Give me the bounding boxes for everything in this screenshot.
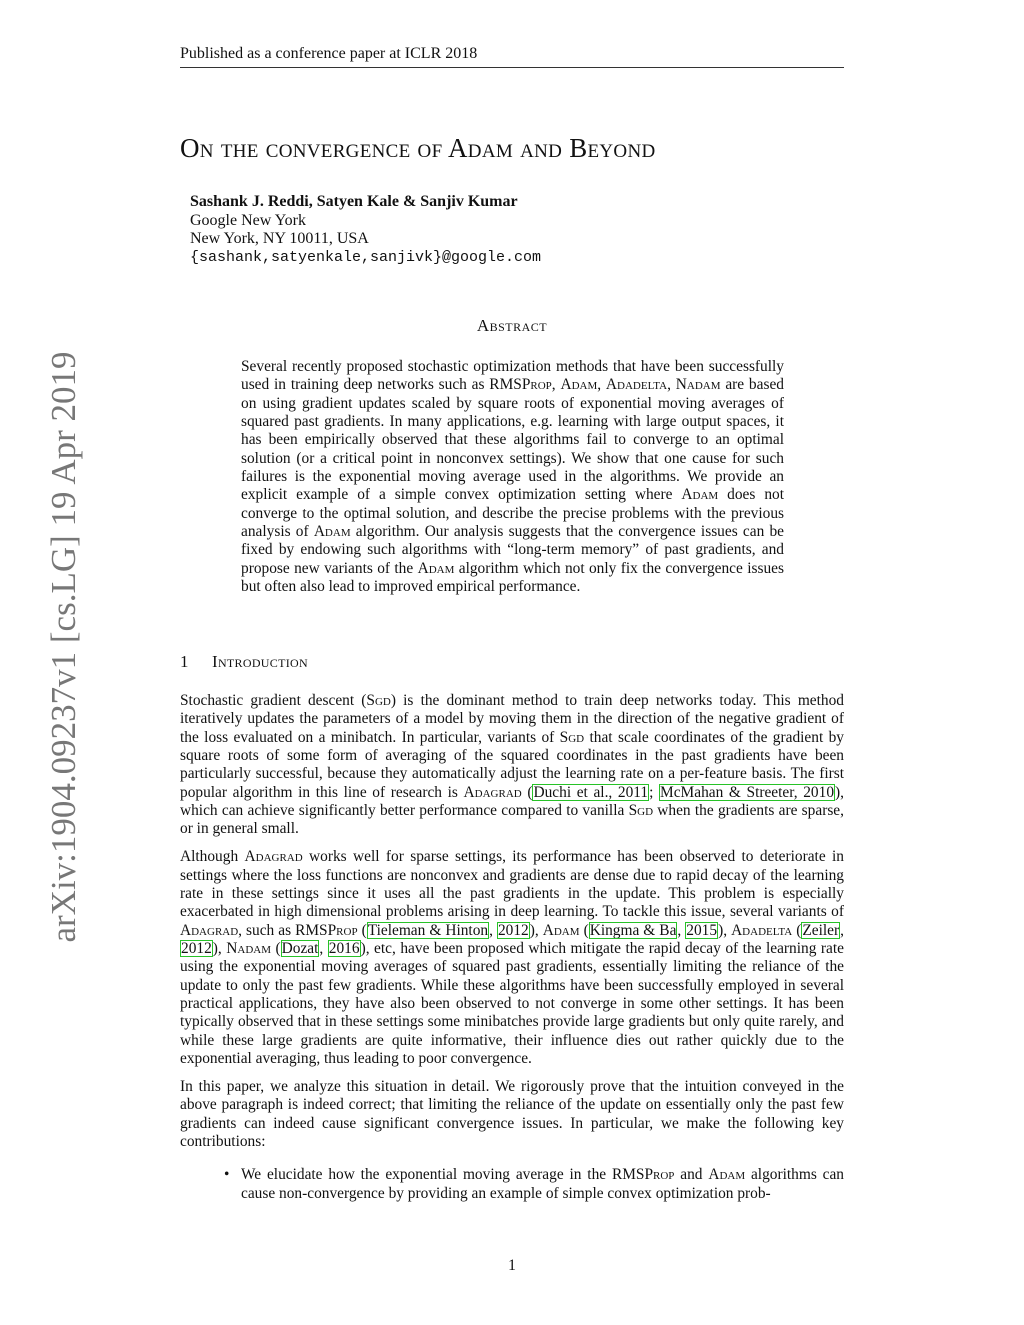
citation-link[interactable]: Duchi et al., 2011 <box>533 783 649 801</box>
citation-link[interactable]: 2012 <box>181 939 212 957</box>
section-heading-introduction <box>180 652 844 672</box>
abstract-text <box>241 358 784 596</box>
section-number: 1 <box>180 652 189 671</box>
text-span: Adam <box>708 1166 746 1184</box>
text-span: and <box>674 1166 709 1184</box>
text-span: ( <box>579 921 589 939</box>
text-span: ; <box>649 783 660 801</box>
paragraph-3: In this paper, we analyze this situation in detail. We rigorously prove that the intuition conveyed in the above paragraph is indeed correct; that limiting the reliance of the update on essentially only the past few gradients can indeed cause significant convergence issues. In particular, we make the following key contributions: <box>180 1077 844 1150</box>
text-span: ( <box>357 921 367 939</box>
text-span: ), <box>718 921 732 939</box>
text-span: Although <box>180 848 245 866</box>
abstract-span: Adam <box>681 486 719 504</box>
author-block <box>190 193 790 267</box>
text-span: Sgd <box>559 728 585 746</box>
contributions-list <box>180 1166 844 1203</box>
citation-link[interactable]: Zeiler <box>802 921 840 939</box>
text-span: , <box>840 921 844 939</box>
citation-link[interactable]: Tieleman & Hinton <box>367 921 489 939</box>
text-span: ) is the dominant method to train deep networks today. This method iteratively updates the parameters of a model by moving them in the direction of the negative gradient of the loss evaluated on a minibatch. In particular, variants of <box>180 692 844 746</box>
text-span: Sgd <box>366 692 391 709</box>
text-span: Adadelta <box>731 921 793 939</box>
text-span: Prop <box>644 1166 675 1184</box>
text-span: Adagrad <box>180 921 239 939</box>
citation-link[interactable]: Dozat <box>281 939 319 957</box>
text-span: , such as RMS <box>238 921 328 939</box>
abstract-span: are based on using gradient updates scaled by square roots of exponential moving averages of squared past gradients. In many applications, e.g. learning with large output spaces, it has been empirically observed that these algorithms fail to converge to an optimal solution (or a critical point in nonconvex settings). We show that one cause for such failures is the exponential moving average used in the algorithms. We provide an explicit example of a simple convex optimization setting where <box>241 376 784 504</box>
text-span: when the gradients are sparse, or in general small. <box>180 802 844 838</box>
text-span: works well for sparse settings, its performance has been observed to deteriorate in settings where the loss functions are nonconvex and gradients are dense due to rapid decay of the learning rate in these settings since it uses all the past gradients in the update. This problem is especially exacerbated in high dimensional problems arising in deep learning. To tackle this issue, several variants of <box>180 848 844 921</box>
author-address: New York, NY 10011, USA <box>190 230 369 247</box>
abstract-heading: Abstract <box>476 316 548 335</box>
bullet-marker: • <box>224 1166 230 1184</box>
text-span: ), <box>529 921 543 939</box>
abstract-span: algorithm. Our analysis suggests that the convergence issues can be fixed by endowing such algorithms with “long-term memory” of past gradients, and propose new variants of the <box>241 523 784 577</box>
paper-title: On the convergence of Adam and Beyond <box>180 133 656 163</box>
text-span: Adagrad <box>244 848 303 866</box>
abstract-span: Adam <box>417 559 455 577</box>
text-span: , <box>677 921 686 939</box>
author-email[interactable]: {sashank,satyenkale,sanjivk}@google.com <box>190 248 542 266</box>
text-span: ), etc, have been proposed which mitigate the rapid decay of the learning rate using the exponential moving averages of squared past gradients, essentially limiting the reliance of the update to only the past few gradients. While these algorithms have been successfully employed in several practical applications, they have also been observed to not converge in some other settings. It has been typically observed that in these settings some minibatches provide large gradients but only quite rarely, and while these large gradients are quite informative, their influence dies out rather quickly due to the exponential averaging, thus leading to poor convergence. <box>180 939 844 1068</box>
text-span: algorithms can cause non-convergence by providing an example of simple convex optimization prob- <box>241 1166 845 1202</box>
citation-link[interactable]: Kingma & Ba <box>589 921 677 939</box>
list-item <box>224 1166 845 1203</box>
author-names: Sashank J. Reddi, Satyen Kale & Sanjiv Kumar <box>190 193 518 210</box>
section-title: Introduction <box>212 652 308 671</box>
text-span: Prop <box>327 921 358 939</box>
introduction-body <box>180 692 844 1203</box>
paragraph-2 <box>180 848 844 1068</box>
text-span: ), <box>212 939 227 957</box>
citation-link[interactable]: 2016 <box>328 939 360 957</box>
citation-link[interactable]: 2015 <box>686 921 718 939</box>
text-span: Adam <box>542 921 580 939</box>
venue-header: Published as a conference paper at ICLR 2018 <box>180 44 844 68</box>
text-span: Stochastic gradient descent ( <box>180 692 367 709</box>
abstract-span: , <box>597 376 606 394</box>
page-number: 1 <box>508 1257 516 1274</box>
citation-link[interactable]: McMahan & Streeter, 2010 <box>660 783 835 801</box>
abstract-span: Adam <box>313 523 351 541</box>
abstract-span: Nadam <box>675 376 721 394</box>
text-span: Sgd <box>628 802 654 820</box>
abstract-span: does not converge to the optimal solution, and describe the precise problems with the previous analysis of <box>241 486 784 541</box>
abstract-span: algorithm which not only fix the convergence issues but often also lead to improved empirical performance. <box>241 559 784 596</box>
arxiv-identifier[interactable]: arXiv:1904.09237v1 [cs.LG] 19 Apr 2019 <box>44 351 83 943</box>
text-span: Adagrad <box>463 783 522 801</box>
text-span: We elucidate how the exponential moving average in the RMS <box>241 1166 645 1184</box>
paragraph-1 <box>180 692 844 839</box>
text-span: ( <box>792 921 802 939</box>
abstract-span: Several recently proposed stochastic optimization methods that have been successfully used in training deep networks such as RMS <box>241 358 784 394</box>
abstract-span: , <box>667 376 676 394</box>
text-span: ( <box>271 939 281 957</box>
text-span: Nadam <box>226 939 272 957</box>
text-span: that scale coordinates of the gradient by square roots of some form of averaging of the squared coordinates in the past gradients have been particularly successful, because they automatically adjust the learning rate on a per-feature basis. The first popular algorithm in this line of research is <box>180 728 844 801</box>
text-span: ), which can achieve significantly better performance compared to vanilla <box>180 783 845 820</box>
text-span: ( <box>521 783 533 801</box>
text-span: , <box>489 921 497 939</box>
abstract-span: Prop <box>521 376 552 394</box>
author-affiliation: Google New York <box>190 211 306 229</box>
abstract-span: , <box>551 376 561 394</box>
abstract-span: Adadelta <box>605 376 668 394</box>
abstract-span: Adam <box>560 376 598 394</box>
text-span: , <box>319 939 328 957</box>
citation-link[interactable]: 2012 <box>497 921 529 939</box>
